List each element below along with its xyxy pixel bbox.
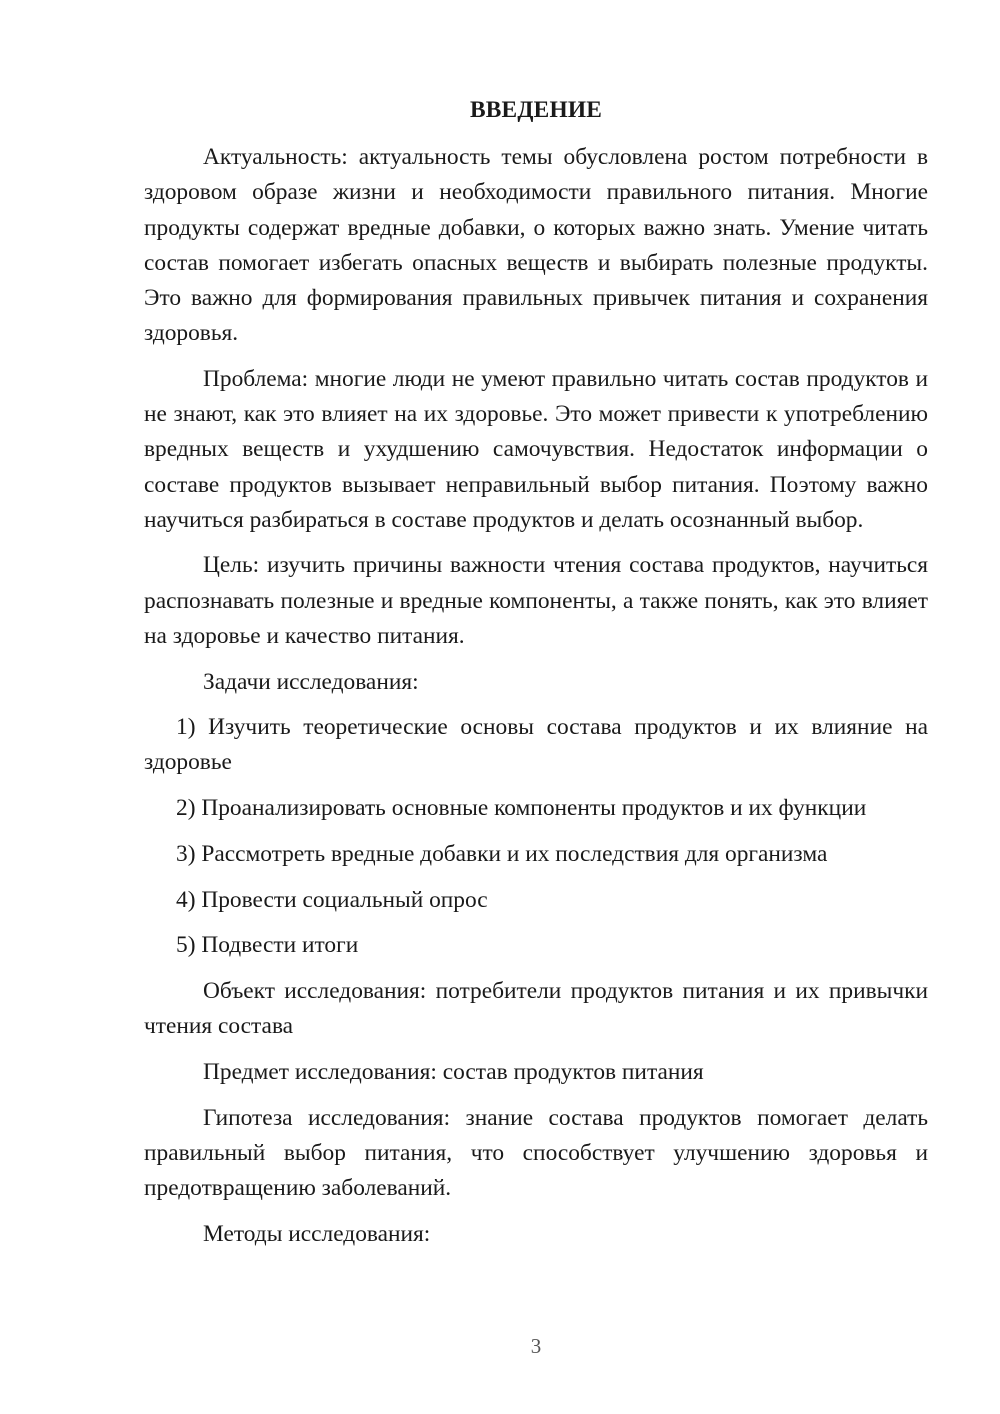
section-heading: ВВЕДЕНИЕ xyxy=(469,97,603,123)
page-number: 3 xyxy=(530,1334,542,1358)
paragraph-hypothesis: Гипотеза исследования: знание состава продуктов помогает делать правильный выбор питания, что способствует улучшению здоровья и предотвращению заболеваний. xyxy=(144,1104,928,1201)
paragraph-relevance: Актуальность: актуальность темы обусловлена ростом потребности в здоровом образе жизни и необходимости правильного питания. Многие продукты содержат вредные добавки, о которых важно знать. Умение читать состав помогает избегать опасных веществ и выбирать полезные продукты. Это важно для формирования правильных привычек питания и сохранения здоровья. xyxy=(144,144,928,347)
task-item-5: 5) Подвести итоги xyxy=(176,932,359,959)
task-item-1: 1) Изучить теоретические основы состава продуктов и их влияние на здоровье xyxy=(144,714,928,776)
paragraph-tasks-title: Задачи исследования: xyxy=(203,668,419,695)
task-item-3: 3) Рассмотреть вредные добавки и их последствия для организма xyxy=(176,840,828,867)
paragraph-object: Объект исследования: потребители продуктов питания и их привычки чтения состава xyxy=(144,977,928,1040)
paragraph-methods-title: Методы исследования: xyxy=(203,1220,431,1247)
paragraph-goal: Цель: изучить причины важности чтения состава продуктов, научиться распознавать полезные и вредные компоненты, а также понять, как это влияет на здоровье и качество питания. xyxy=(144,552,928,649)
document-body xyxy=(144,93,928,1262)
paragraph-problem: Проблема: многие люди не умеют правильно читать состав продуктов и не знают, как это влияет на их здоровье. Это может привести к употреблению вредных веществ и ухудшению самочувствия. Недостаток информации о составе продуктов вызывает неправильный выбор питания. Поэтому важно научиться разбираться в составе продуктов и делать осознанный выбор. xyxy=(144,365,928,533)
paragraph-subject: Предмет исследования: состав продуктов питания xyxy=(203,1058,704,1085)
task-item-4: 4) Провести социальный опрос xyxy=(176,886,488,913)
task-list xyxy=(144,710,928,963)
task-item-2: 2) Проанализировать основные компоненты продуктов и их функции xyxy=(176,795,867,822)
